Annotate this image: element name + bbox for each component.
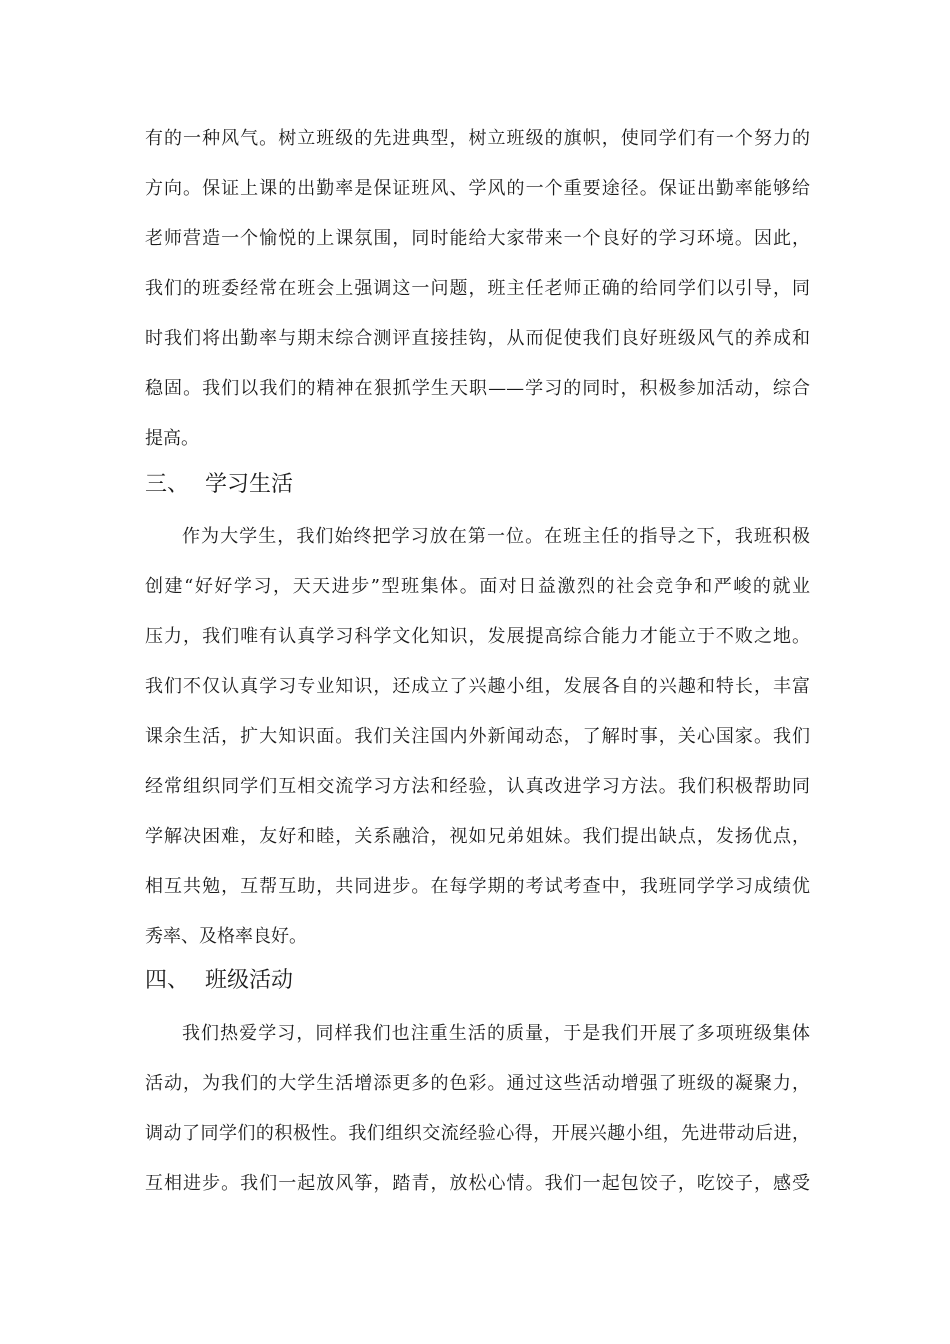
text-line: 我们的班委经常在班会上强调这一问题，班主任老师正确的给同学们以引导，同 xyxy=(145,278,810,299)
text-line: 方向。保证上课的出勤率是保证班风、学风的一个重要途径。保证出勤率能够给 xyxy=(145,178,810,199)
text-line: 学解决困难，友好和睦，关系融洽，视如兄弟姐妹。我们提出缺点，发扬优点， xyxy=(145,826,810,847)
text-line: 稳固。我们以我们的精神在狠抓学生天职——学习的同时，积极参加活动，综合 xyxy=(145,378,810,399)
text-line: 经常组织同学们互相交流学习方法和经验，认真改进学习方法。我们积极帮助同 xyxy=(145,776,810,797)
text-line: 作为大学生，我们始终把学习放在第一位。在班主任的指导之下，我班积极 xyxy=(182,526,810,547)
text-line: 创建“好好学习，天天进步”型班集体。面对日益激烈的社会竞争和严峻的就业 xyxy=(145,576,810,597)
section-number: 四、 xyxy=(145,968,190,993)
text-line: 活动，为我们的大学生活增添更多的色彩。通过这些活动增强了班级的凝聚力， xyxy=(145,1073,810,1094)
section-heading-study-life xyxy=(145,471,293,499)
text-line: 相互共勉，互帮互助，共同进步。在每学期的考试考查中，我班同学学习成绩优 xyxy=(145,876,810,897)
text-line: 老师营造一个愉悦的上课氛围，同时能给大家带来一个良好的学习环境。因此， xyxy=(145,228,810,249)
section-number: 三、 xyxy=(145,472,190,497)
text-line: 调动了同学们的积极性。我们组织交流经验心得，开展兴趣小组，先进带动后进， xyxy=(145,1123,810,1144)
section-heading-class-activities xyxy=(145,967,293,995)
text-line: 我们不仅认真学习专业知识，还成立了兴趣小组，发展各自的兴趣和特长，丰富 xyxy=(145,676,810,697)
text-line: 秀率、及格率良好。 xyxy=(145,926,307,947)
text-line: 有的一种风气。树立班级的先进典型，树立班级的旗帜，使同学们有一个努力的 xyxy=(145,128,810,149)
text-line: 压力，我们唯有认真学习科学文化知识，发展提高综合能力才能立于不败之地。 xyxy=(145,626,810,647)
text-line: 时我们将出勤率与期末综合测评直接挂钩，从而促使我们良好班级风气的养成和 xyxy=(145,328,810,349)
section-title: 班级活动 xyxy=(205,968,294,993)
text-line: 我们热爱学习，同样我们也注重生活的质量，于是我们开展了多项班级集体 xyxy=(182,1023,810,1044)
text-line: 提高。 xyxy=(145,428,199,449)
text-line: 课余生活，扩大知识面。我们关注国内外新闻动态，了解时事，关心国家。我们 xyxy=(145,726,810,747)
text-line: 互相进步。我们一起放风筝，踏青，放松心情。我们一起包饺子，吃饺子，感受 xyxy=(145,1173,810,1194)
section-title: 学习生活 xyxy=(205,472,294,497)
